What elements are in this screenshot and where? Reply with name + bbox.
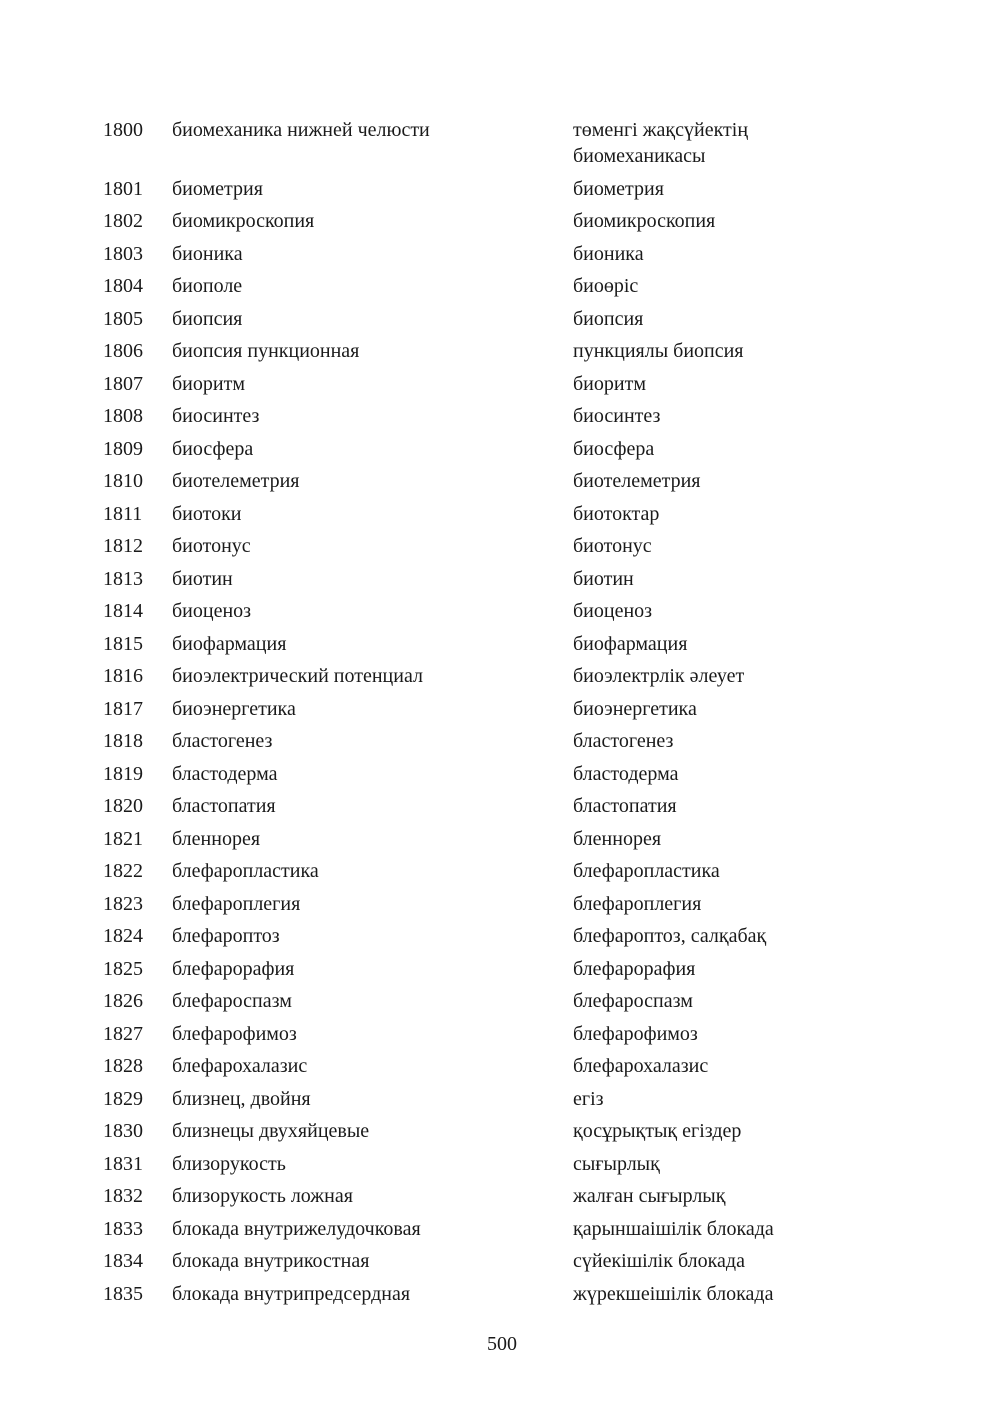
glossary-entry [103, 1216, 903, 1249]
glossary-entry [103, 598, 903, 631]
glossary-entry [103, 1086, 903, 1119]
entry-russian-term: биометрия [172, 177, 263, 200]
entry-number: 1835 [103, 1282, 143, 1305]
glossary-entry [103, 663, 903, 696]
entry-number: 1834 [103, 1250, 143, 1272]
entry-kazakh-term: биоэлектрлік әлеует [573, 665, 745, 687]
entry-kazakh-term: бластодерма [573, 762, 679, 785]
entry-kazakh-term: биометрия [573, 177, 664, 200]
glossary-entry [103, 371, 903, 404]
entry-russian-term: биоэнергетика [172, 697, 296, 720]
glossary-entry [103, 793, 903, 826]
glossary-entry [103, 923, 903, 956]
glossary-entry [103, 956, 903, 989]
entry-kazakh-term: биотонус [573, 535, 652, 557]
entry-kazakh-term: егіз [573, 1087, 604, 1110]
glossary-entry [103, 403, 903, 436]
entry-kazakh-term: блефаропластика [573, 860, 720, 882]
entry-russian-term: биотонус [172, 535, 251, 557]
glossary-entry [103, 273, 903, 306]
entry-number: 1813 [103, 567, 143, 590]
entry-kazakh-term: биоценоз [573, 600, 653, 622]
entry-russian-term: бластопатия [172, 795, 276, 817]
entry-russian-term: биотоки [172, 502, 242, 525]
entry-russian-term: биосфера [172, 437, 254, 460]
entry-kazakh-term: биотоктар [573, 502, 660, 525]
glossary-entry [103, 1183, 903, 1216]
entry-number: 1802 [103, 210, 143, 232]
entry-number: 1833 [103, 1217, 143, 1240]
page-number: 500 [487, 1333, 517, 1355]
entry-number: 1827 [103, 1022, 143, 1045]
entry-russian-term: блефароптоз [172, 925, 280, 947]
entry-russian-term: бионика [172, 242, 243, 265]
glossary-entry [103, 858, 903, 891]
entry-kazakh-term: биоэнергетика [573, 697, 697, 720]
entry-kazakh-term: пункциялы биопсия [573, 340, 744, 362]
glossary-entry [103, 468, 903, 501]
entry-russian-term: блефаропластика [172, 860, 319, 882]
entry-kazakh-term: блефароптоз, салқабақ [573, 925, 767, 947]
entry-kazakh-term: блефарофимоз [573, 1022, 698, 1045]
glossary-entry [103, 988, 903, 1021]
entry-kazakh-term: биотин [573, 567, 634, 590]
entry-number: 1825 [103, 957, 143, 980]
entry-number: 1832 [103, 1185, 143, 1207]
entry-number: 1805 [103, 307, 143, 330]
entry-number: 1817 [103, 697, 143, 720]
entry-kazakh-term: блефарохалазис [573, 1055, 709, 1077]
entry-number: 1814 [103, 600, 143, 622]
glossary-entry [103, 241, 903, 274]
entry-number: 1823 [103, 892, 143, 915]
entry-russian-term: блефарорафия [172, 957, 295, 980]
entry-kazakh-term: жүрекшеішілік блокада [573, 1282, 774, 1305]
entry-number: 1801 [103, 177, 143, 200]
entry-russian-term: блокада внутрикостная [172, 1250, 370, 1272]
glossary-entry [103, 436, 903, 469]
entry-russian-term: блефароспазм [172, 990, 292, 1012]
glossary-entry [103, 208, 903, 241]
entry-russian-term: блокада внутрипредсердная [172, 1282, 411, 1305]
entry-russian-term: биосинтез [172, 405, 260, 427]
entry-kazakh-term: бленнорея [573, 827, 662, 850]
entry-kazakh-term: блефарорафия [573, 957, 696, 980]
glossary-entry [103, 501, 903, 534]
glossary-entry [103, 1248, 903, 1281]
entry-russian-term: биополе [172, 275, 243, 297]
entry-number: 1812 [103, 535, 143, 557]
entry-kazakh-term: бластогенез [573, 730, 674, 752]
entry-number: 1804 [103, 275, 143, 297]
glossary-entry [103, 1021, 903, 1054]
entry-russian-term: биомеханика нижней челюсти [172, 119, 430, 141]
entry-kazakh-term: биосинтез [573, 405, 661, 427]
entry-kazakh-term: биоөріс [573, 275, 639, 297]
entry-russian-term: бластогенез [172, 730, 273, 752]
entry-kazakh-term: төменгі жақсүйектің биомеханикасы [573, 119, 749, 167]
glossary-entry [103, 1151, 903, 1184]
entry-kazakh-term: биосфера [573, 437, 655, 460]
glossary-entry [103, 696, 903, 729]
entry-number: 1818 [103, 730, 143, 752]
entry-number: 1809 [103, 437, 143, 460]
glossary-entry [103, 826, 903, 859]
entry-russian-term: блефарохалазис [172, 1055, 308, 1077]
entry-russian-term: близнец, двойня [172, 1087, 311, 1110]
entry-number: 1819 [103, 762, 143, 785]
entry-number: 1807 [103, 372, 143, 395]
entry-kazakh-term: биофармация [573, 632, 688, 655]
entry-number: 1820 [103, 795, 143, 817]
entry-russian-term: биофармация [172, 632, 287, 655]
entry-kazakh-term: бионика [573, 242, 644, 265]
entry-number: 1829 [103, 1087, 143, 1110]
entry-kazakh-term: биотелеметрия [573, 470, 701, 492]
entry-russian-term: биоценоз [172, 600, 252, 622]
entry-russian-term: биоэлектрический потенциал [172, 665, 423, 687]
entry-kazakh-term: сығырлық [573, 1152, 660, 1175]
entry-kazakh-term: қосұрықтық егіздер [573, 1120, 742, 1142]
entry-kazakh-term: сүйекішілік блокада [573, 1250, 745, 1272]
entry-russian-term: блокада внутрижелудочковая [172, 1217, 421, 1240]
glossary-entry [103, 631, 903, 664]
entry-kazakh-term: қарыншаішілік блокада [573, 1217, 774, 1240]
glossary-entry [103, 891, 903, 924]
entry-number: 1821 [103, 827, 143, 850]
glossary-entry [103, 338, 903, 371]
entry-russian-term: близнецы двухяйцевые [172, 1120, 370, 1142]
entry-number: 1824 [103, 925, 143, 947]
entry-russian-term: бленнорея [172, 827, 261, 850]
entry-russian-term: бластодерма [172, 762, 278, 785]
glossary-entry [103, 728, 903, 761]
glossary-entry [103, 1118, 903, 1151]
entry-russian-term: биомикроскопия [172, 210, 315, 232]
entry-russian-term: биопсия пункционная [172, 340, 360, 362]
entry-number: 1828 [103, 1055, 143, 1077]
entry-number: 1803 [103, 242, 143, 265]
entry-number: 1815 [103, 632, 143, 655]
entry-number: 1816 [103, 665, 143, 687]
glossary-list [103, 117, 903, 1313]
entry-kazakh-term: биоритм [573, 372, 646, 395]
entry-russian-term: близорукость [172, 1152, 286, 1175]
entry-russian-term: блефарофимоз [172, 1022, 297, 1045]
entry-russian-term: близорукость ложная [172, 1185, 353, 1207]
entry-russian-term: биопсия [172, 307, 243, 330]
glossary-entry [103, 1053, 903, 1086]
entry-russian-term: биотин [172, 567, 233, 590]
entry-number: 1811 [103, 502, 143, 525]
entry-russian-term: биотелеметрия [172, 470, 300, 492]
entry-number: 1808 [103, 405, 143, 427]
glossary-entry [103, 566, 903, 599]
glossary-entry [103, 176, 903, 209]
glossary-entry [103, 533, 903, 566]
entry-number: 1810 [103, 470, 143, 492]
entry-kazakh-term: биомикроскопия [573, 210, 716, 232]
glossary-entry [103, 117, 903, 176]
entry-russian-term: биоритм [172, 372, 245, 395]
entry-number: 1800 [103, 119, 143, 141]
entry-number: 1830 [103, 1120, 143, 1142]
entry-kazakh-term: биопсия [573, 307, 644, 330]
entry-kazakh-term: блефароплегия [573, 892, 702, 915]
glossary-entry [103, 761, 903, 794]
entry-kazakh-term: блефароспазм [573, 990, 693, 1012]
glossary-entry [103, 306, 903, 339]
entry-number: 1822 [103, 860, 143, 882]
glossary-entry [103, 1281, 903, 1314]
entry-russian-term: блефароплегия [172, 892, 301, 915]
entry-kazakh-term: жалған сығырлық [573, 1185, 726, 1207]
entry-number: 1826 [103, 990, 143, 1012]
entry-kazakh-term: бластопатия [573, 795, 677, 817]
entry-number: 1831 [103, 1152, 143, 1175]
entry-number: 1806 [103, 340, 143, 362]
